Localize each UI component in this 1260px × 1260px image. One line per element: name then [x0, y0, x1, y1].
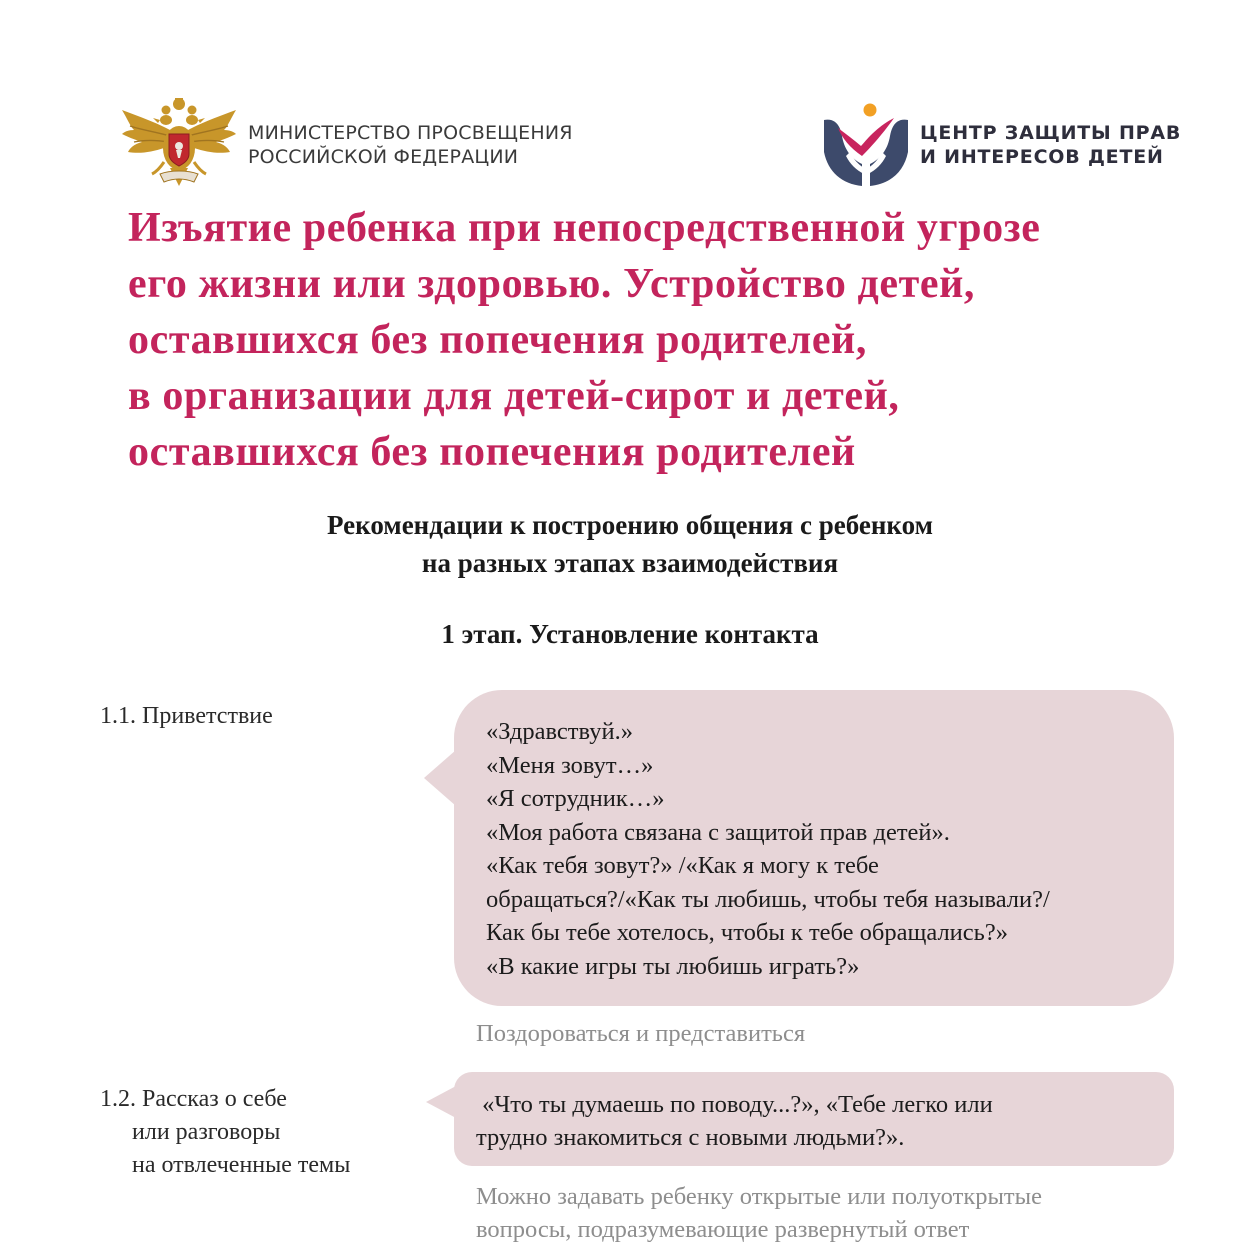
speech-bubble-small-talk-text — [476, 1088, 1166, 1154]
step-label-small-talk — [100, 1083, 350, 1182]
page-title — [128, 200, 1208, 480]
subtitle — [0, 506, 1260, 582]
stage-heading: 1 этап. Установление контакта — [441, 619, 819, 649]
step-label-line: или разговоры — [132, 1119, 281, 1145]
phrase-line: трудно знакомиться с новыми людьми?». — [476, 1124, 905, 1151]
title-line-5: оставшихся без попечения родителей — [128, 429, 856, 475]
step-note-small-talk — [476, 1180, 1042, 1246]
ministry-name-line-2: РОССИЙСКОЙ ФЕДЕРАЦИИ — [248, 146, 519, 168]
title-line-1: Изъятие ребенка при непосредственной угрозе — [128, 205, 1041, 251]
note-line: Поздороваться и представиться — [476, 1020, 806, 1047]
center-name-line-2: И ИНТЕРЕСОВ ДЕТЕЙ — [920, 146, 1164, 168]
center-name — [920, 121, 1220, 169]
note-line: Можно задавать ребенку открытые или полуоткрытые — [476, 1183, 1042, 1210]
phrase-line: «Я сотрудник…» — [486, 785, 665, 812]
phrase-line: «Что ты думаешь по поводу...?», «Тебе легко или — [476, 1091, 993, 1118]
speech-bubble-greeting-text — [486, 715, 1166, 983]
step-label-line: на отвлеченные темы — [132, 1152, 351, 1178]
note-line: вопросы, подразумевающие развернутый ответ — [476, 1216, 970, 1243]
phrase-line: «Здравствуй.» — [486, 718, 633, 745]
ministry-name-line-1: МИНИСТЕРСТВО ПРОСВЕЩЕНИЯ — [248, 122, 573, 144]
title-line-2: его жизни или здоровью. Устройство детей, — [128, 261, 975, 307]
subtitle-line-1: Рекомендации к построению общения с ребенком — [327, 510, 933, 540]
step-label-line: 1.2. Рассказ о себе — [100, 1086, 287, 1112]
ministry-emblem-logo — [120, 96, 238, 196]
phrase-line: обращаться?/«Как ты любишь, чтобы тебя называли?/ — [486, 885, 1050, 913]
phrase-line: «В какие игры ты любишь играть?» — [486, 952, 860, 980]
phrase-line: «Как тебя зовут?» /«Как я могу к тебе — [486, 852, 879, 879]
phrase-line: Как бы тебе хотелось, чтобы к тебе обращались?» — [486, 919, 1008, 946]
center-name-line-1: ЦЕНТР ЗАЩИТЫ ПРАВ — [920, 122, 1182, 144]
step-label-greeting — [100, 700, 273, 733]
title-line-3: оставшихся без попечения родителей, — [128, 317, 867, 363]
speech-bubble-tail — [426, 1086, 456, 1118]
step-label-line: 1.1. Приветствие — [100, 703, 273, 729]
subtitle-line-2: на разных этапах взаимодействия — [421, 548, 839, 578]
step-note-greeting — [476, 1017, 805, 1050]
phrase-line: «Меня зовут…» — [486, 751, 654, 779]
title-line-4: в организации для детей-сирот и детей, — [128, 373, 900, 419]
center-logo — [820, 102, 912, 190]
phrase-line: «Моя работа связана с защитой прав детей». — [486, 818, 950, 846]
speech-bubble-tail — [424, 750, 456, 806]
ministry-name — [248, 121, 608, 169]
